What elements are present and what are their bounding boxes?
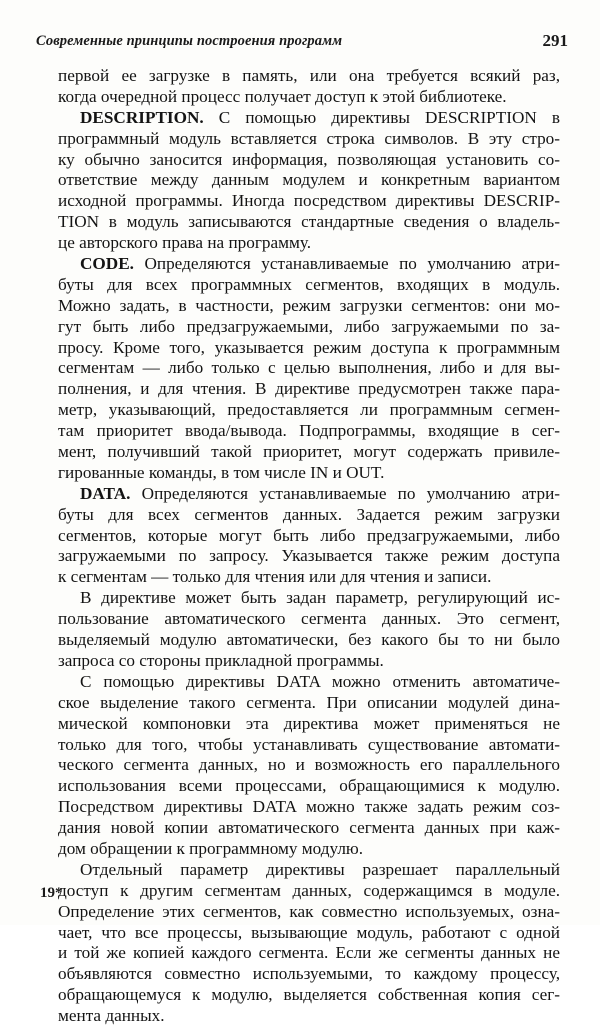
text-line: Определение этих сегментов, как совместно используемых, озна- [58, 901, 560, 921]
text-line: использования всеми процессами, обращающимися к модулю. [58, 776, 560, 796]
text-line: мической компоновки эта директива может применяться не [58, 713, 560, 733]
text-line: ответствие между данным модулем и конкретным вариантом [58, 170, 560, 190]
text-line: ку обычно заносится информация, позволяющая установить со- [58, 149, 560, 169]
running-head: Современные принципы построения программ [36, 33, 343, 49]
text-line: исходной программы. Иногда посредством директивы DESCRIP- [58, 191, 560, 211]
text-line: программный модуль вставляется строка символов. В эту стро- [58, 128, 560, 148]
text-line: гут быть либо предзагружаемыми, либо загружаемыми по за- [58, 316, 560, 336]
term-description: DESCRIPTION. [80, 107, 204, 127]
text-line: В директиве может быть задан параметр, регулирующий ис- [80, 588, 560, 608]
text-line [58, 108, 560, 129]
text-line: мент, получивший такой приоритет, могут содержать привиле- [58, 442, 560, 462]
text-line: Посредством директивы DATA можно также задать режим соз- [58, 797, 560, 817]
text-line: доступ к другим сегментам данных, содержащимся в модуле. [58, 880, 560, 900]
paragraph-code [58, 254, 560, 484]
text-line: буты для всех сегментов данных. Задается режим загрузки [58, 504, 560, 524]
text-line: первой ее загрузке в память, или она требуется всякий раз, [58, 66, 560, 85]
paragraph-continuation [58, 66, 560, 108]
text-line [58, 254, 560, 275]
text-line: запроса со стороны прикладной программы. [58, 650, 384, 670]
term-code: CODE. [80, 254, 134, 274]
text-line: сегментов, которые могут быть либо предзагружаемыми, либо [58, 525, 560, 545]
text-span: Определяются устанавливаемые по умолчанию атри- [133, 254, 560, 274]
text-line [58, 484, 560, 505]
text-line: и той же копией каждого сегмента. Если же сегменты данных не [58, 943, 560, 963]
text-line: сегментам — либо только с целью выполнения, либо и для вы- [58, 358, 560, 378]
text-line: просу. Кроме того, указывается режим доступа к программным [58, 337, 560, 357]
text-line: ческого сегмента данных, но и возможность его параллельного [58, 755, 560, 775]
text-line: чает, что все процессы, вызывающие модуль, работают с одной [58, 922, 560, 942]
text-line: объявляются совместно используемыми, то каждому процессу, [58, 964, 560, 984]
text-line: там приоритет ввода/вывода. Подпрограммы, входящие в сег- [58, 421, 560, 441]
paragraph-automatic-segment [58, 588, 560, 672]
text-line: к сегментам — только для чтения или для чтения и записи. [58, 567, 492, 587]
text-line: пользование автоматического сегмента данных. Это сегмент, [58, 609, 560, 629]
page-number: 291 [542, 31, 568, 50]
text-line: загружаемыми по запросу. Указывается также режим доступа [58, 546, 560, 566]
paragraph-data [58, 484, 560, 588]
body-text [58, 66, 560, 1027]
paragraph-data-directive [58, 672, 560, 860]
text-line: полнения, и для чтения. В директиве предусмотрен также пара- [58, 379, 560, 399]
printer-signature: 19* [40, 885, 63, 901]
text-line: гированные команды, в том числе IN и OUT. [58, 462, 385, 482]
text-line: метр, указывающий, предоставляется ли программным сегмен- [58, 400, 560, 420]
text-line: дания новой копии автоматического сегмента данных при каж- [58, 818, 560, 838]
text-line: только для того, чтобы устанавливать существование автомати- [58, 734, 560, 754]
paragraph-shared-segments [58, 860, 560, 1027]
text-line: мента данных. [58, 1006, 165, 1026]
text-line: С помощью директивы DATA можно отменить автоматиче- [80, 671, 560, 691]
text-line: це авторского права на программу. [58, 233, 312, 253]
text-line: Отдельный параметр директивы разрешает параллельный [80, 859, 560, 879]
text-line: Можно задать, в частности, режим загрузки сегментов: они мо- [58, 295, 560, 315]
text-line: когда очередной процесс получает доступ к этой библиотеке. [58, 86, 507, 106]
text-line: TION в модуль записываются стандартные сведения о владель- [58, 212, 560, 232]
term-data: DATA. [80, 483, 131, 503]
text-line: дом обращении к программному модулю. [58, 838, 364, 858]
paragraph-description [58, 108, 560, 254]
page-header [36, 31, 570, 53]
text-line: буты для всех программных сегментов, входящих в модуль. [58, 274, 560, 294]
text-span: Определяются устанавливаемые по умолчанию атри- [130, 483, 560, 503]
text-line: ское выделение такого сегмента. При описании модулей дина- [58, 692, 560, 712]
text-line: выделяемый модулю автоматически, без какого бы то ни было [58, 630, 560, 650]
text-span: С помощью директивы DESCRIPTION в [203, 107, 560, 127]
text-line: обращающемуся к модулю, выделяется собственная копия сег- [58, 985, 560, 1005]
